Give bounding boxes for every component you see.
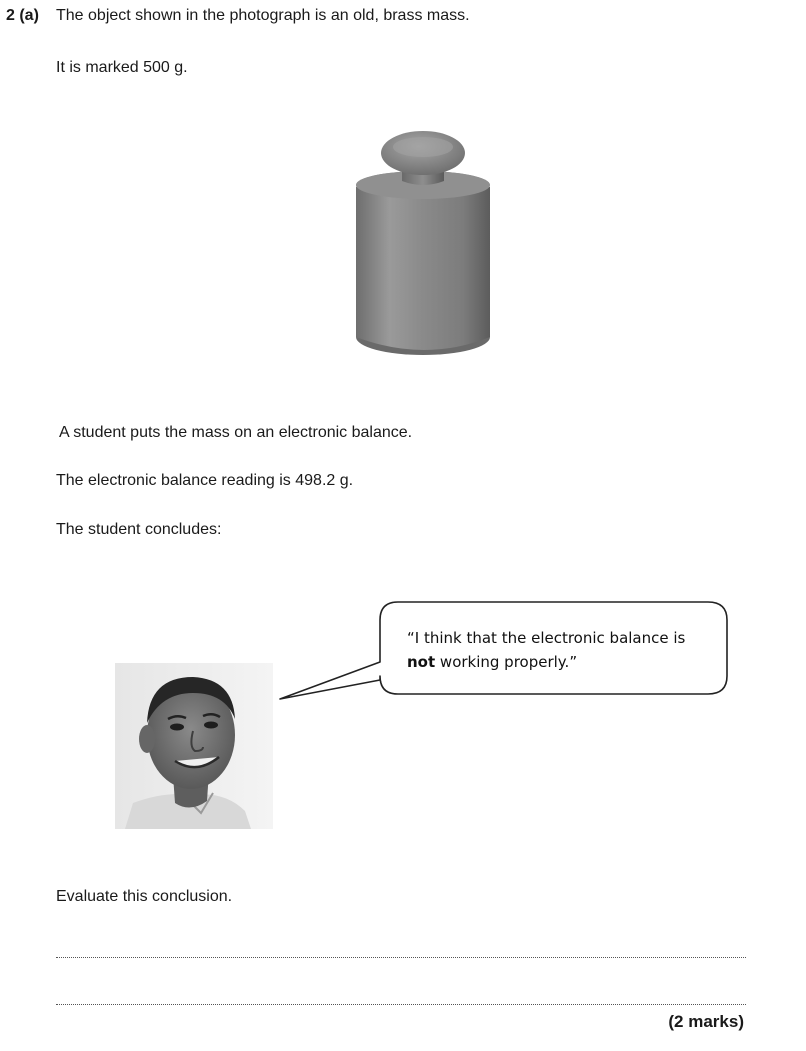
speech-bubble-text xyxy=(407,626,717,674)
answer-line-1[interactable] xyxy=(56,957,746,958)
question-number: 2 (a) xyxy=(6,7,39,24)
answer-line-2[interactable] xyxy=(56,1004,746,1005)
student-concludes-text: The student concludes: xyxy=(56,521,222,538)
student-portrait-photo xyxy=(115,663,273,829)
speech-emphasis: not xyxy=(407,653,436,671)
marks-label: (2 marks) xyxy=(668,1012,744,1031)
speech-text-after: working properly.” xyxy=(435,653,578,671)
balance-reading-text: The electronic balance reading is 498.2 g. xyxy=(56,472,354,489)
question-intro: The object shown in the photograph is an old, brass mass. xyxy=(56,7,470,24)
brass-mass-photo xyxy=(350,125,500,395)
speech-text-before: “I think that the electronic balance is xyxy=(407,629,686,647)
instruction-text: Evaluate this conclusion. xyxy=(56,888,233,905)
student-action-text: A student puts the mass on an electronic balance. xyxy=(59,424,413,441)
mass-marking-text: It is marked 500 g. xyxy=(56,59,188,76)
